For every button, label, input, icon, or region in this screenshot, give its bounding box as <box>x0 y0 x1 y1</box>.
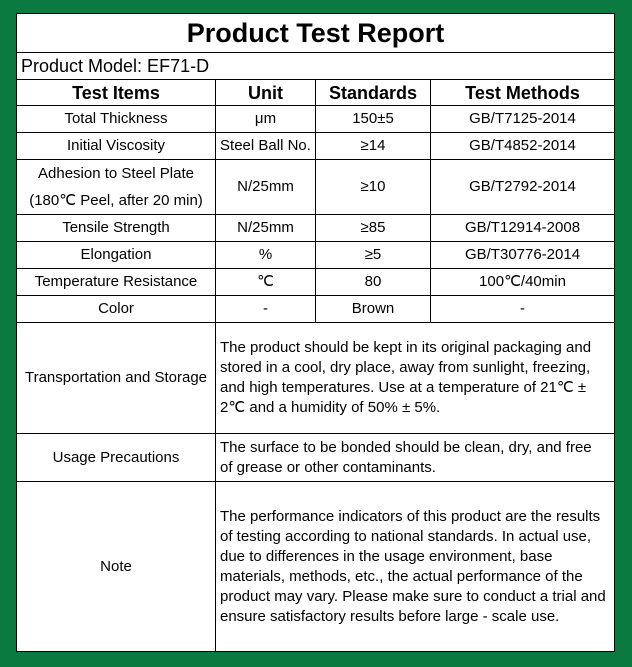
row-unit: ℃ <box>216 269 316 296</box>
row-method: GB/T7125-2014 <box>431 106 615 133</box>
row-item: Temperature Resistance <box>17 269 216 296</box>
table-row <box>17 242 615 269</box>
row-unit: Steel Ball No. <box>216 133 316 160</box>
row-standard: 80 <box>316 269 431 296</box>
note-text: The performance indicators of this product are the results of testing according to national standards. In actual use, due to differences in the usage environment, base materials, methods, etc., the actual performance of the product may vary. Please make sure to conduct a trial and ensure satisfactory results before large - scale use. <box>216 482 615 652</box>
table-row <box>17 133 615 160</box>
row-method: GB/T2792-2014 <box>431 160 615 215</box>
row-item: Color <box>17 296 216 323</box>
row-item: Elongation <box>17 242 216 269</box>
row-unit: - <box>216 296 316 323</box>
header-test-methods: Test Methods <box>431 80 615 106</box>
row-standard: Brown <box>316 296 431 323</box>
table-row <box>17 160 615 215</box>
row-item: Initial Viscosity <box>17 133 216 160</box>
table-row <box>17 296 615 323</box>
header-unit: Unit <box>216 80 316 106</box>
header-row <box>17 80 615 106</box>
table-row <box>17 106 615 133</box>
report-title: Product Test Report <box>17 14 615 53</box>
row-unit: N/25mm <box>216 215 316 242</box>
transport-row <box>17 323 615 434</box>
row-method: 100℃/40min <box>431 269 615 296</box>
row-method: GB/T30776-2014 <box>431 242 615 269</box>
note-row <box>17 482 615 652</box>
table-row <box>17 269 615 296</box>
row-method: - <box>431 296 615 323</box>
product-model: Product Model: EF71-D <box>17 53 615 80</box>
row-item-line1: Adhesion to Steel Plate <box>38 165 194 182</box>
row-standard: ≥14 <box>316 133 431 160</box>
note-label: Note <box>17 482 216 652</box>
row-item: Total Thickness <box>17 106 216 133</box>
usage-text: The surface to be bonded should be clean, dry, and free of grease or other contaminants. <box>216 434 615 482</box>
row-unit: μm <box>216 106 316 133</box>
table-row <box>17 215 615 242</box>
usage-label: Usage Precautions <box>17 434 216 482</box>
usage-row <box>17 434 615 482</box>
transport-text: The product should be kept in its original packaging and stored in a cool, dry place, away from sunlight, freezing, and high temperatures. Use at a temperature of 21℃ ± 2℃ and a humidity of 50% ± 5%. <box>216 323 615 434</box>
row-unit: N/25mm <box>216 160 316 215</box>
row-item <box>17 160 216 215</box>
test-report-sheet <box>16 13 614 652</box>
header-test-items: Test Items <box>17 80 216 106</box>
row-method: GB/T4852-2014 <box>431 133 615 160</box>
report-table <box>16 13 615 652</box>
header-standards: Standards <box>316 80 431 106</box>
transport-label: Transportation and Storage <box>17 323 216 434</box>
row-item-line2: (180℃ Peel, after 20 min) <box>29 192 203 209</box>
row-standard: ≥85 <box>316 215 431 242</box>
row-standard: 150±5 <box>316 106 431 133</box>
row-standard: ≥5 <box>316 242 431 269</box>
row-method: GB/T12914-2008 <box>431 215 615 242</box>
row-item: Tensile Strength <box>17 215 216 242</box>
row-unit: % <box>216 242 316 269</box>
row-standard: ≥10 <box>316 160 431 215</box>
